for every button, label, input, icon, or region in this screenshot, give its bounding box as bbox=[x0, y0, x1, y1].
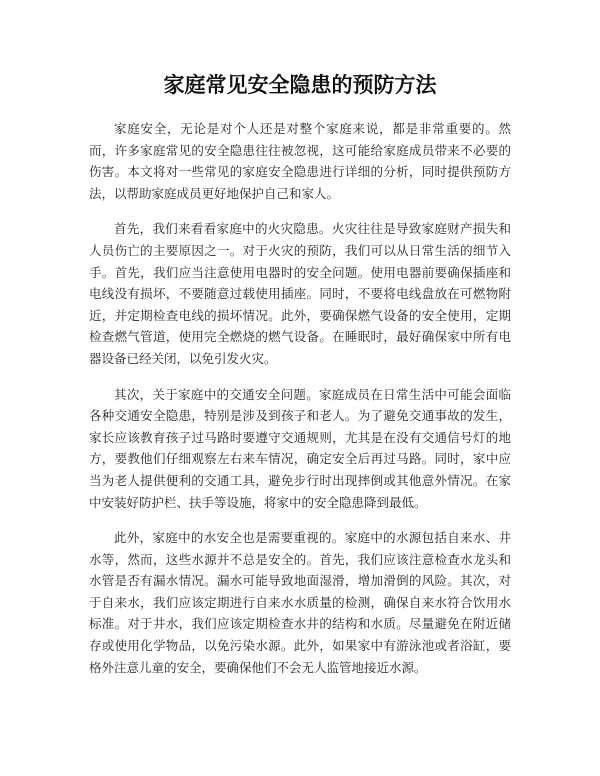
paragraph-intro: 家庭安全，无论是对个人还是对整个家庭来说，都是非常重要的。然而，许多家庭常见的安全隐患往往被忽视，这可能给家庭成员带来不必要的伤害。本文将对一些常见的家庭安全隐患进行详细的分析，同时提供预防方法，以帮助家庭成员更好地保护自己和家人。 bbox=[89, 121, 511, 201]
document-title: 家庭常见安全隐患的预防方法 bbox=[163, 73, 437, 97]
paragraph-water-safety: 此外，家庭中的水安全也是需要重视的。家庭中的水源包括自来水、井水等，然而，这些水源并不总是安全的。首先，我们应该注意检查水龙头和水管是否有漏水情况。漏水可能导致地面湿滑，增加滑倒的风险。其次，对于自来水，我们应该定期进行自来水水质量的检测，确保自来水符合饮用水标准。对于井水，我们应该定期检查水井的结构和水质。尽量避免在附近储存或使用化学物品，以免污染水源。此外，如果家中有游泳池或者浴缸，要格外注意儿童的安全，要确保他们不会无人监管地接近水源。 bbox=[89, 530, 511, 675]
paragraph-traffic-safety: 其次，关于家庭中的交通安全问题。家庭成员在日常生活中可能会面临各种交通安全隐患，特别是涉及到孩子和老人。为了避免交通事故的发生，家长应该教育孩子过马路时要遵守交通规则，尤其是在没有交通信号灯的地方，要教他们仔细观察左右来车情况，确定安全后再过马路。同时，家中应当为老人提供便利的交通工具，避免步行时出现摔倒或其他意外情况。在家中安装好防护栏、扶手等设施，将家中的安全隐患降到最低。 bbox=[89, 386, 511, 510]
paragraph-fire-safety: 首先，我们来看看家庭中的火灾隐患。火灾往往是导致家庭财产损失和人员伤亡的主要原因之一。对于火灾的预防，我们可以从日常生活的细节入手。首先，我们应当注意使用电器时的安全问题。使用电器前要确保插座和电线没有损坏，不要随意过载使用插座。同时，不要将电线盘放在可燃物附近，并定期检查电线的损坏情况。此外，要确保燃气设备的安全使用，定期检查燃气管道，使用完全燃烧的燃气设备。在睡眠时，最好确保家中所有电器设备已经关闭，以免引发火灾。 bbox=[89, 221, 511, 366]
